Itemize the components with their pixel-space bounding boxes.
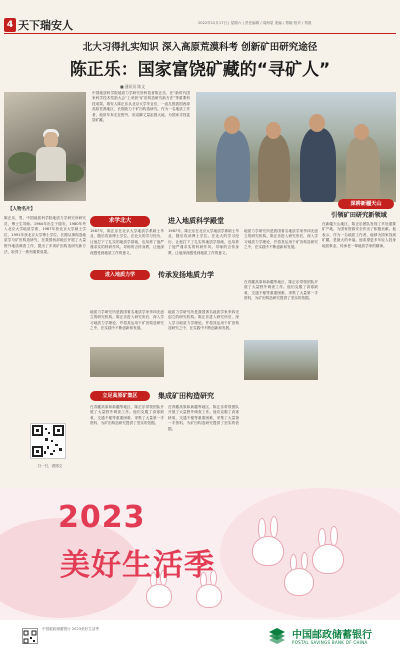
- portrait-photo: [4, 92, 86, 201]
- section-2-title: 传承发扬地质力学: [158, 271, 214, 279]
- section-1-pill: 求学北大: [90, 216, 150, 227]
- article-headline: 陈正乐：国家富饶矿藏的“寻矿人”: [69, 60, 331, 80]
- article-intro: 中国地质科学院地质力学研究所科技者陈正乐，在“新时代国家科学技术奖励大会”上荣获“矿田构造研究新方法”等重要科技成果。瑞安人陈正乐从北京大学毕业后，一直扎根我国西部高原荒漠地区，长期致力于矿田构造研究。作为一名地质工作者，他常年奔走在野外，用双脚丈量祖国大地，为国家寻找富饶矿藏。: [92, 91, 190, 123]
- ad-qr-code[interactable]: [22, 628, 38, 644]
- section-4-title: 引领矿田研究新领域: [331, 212, 387, 219]
- section-title: 天下瑞安人: [18, 19, 73, 32]
- section-1-text-b: 1987年，陈正乐在北京大学地质学系硕士毕业，随后攻读博士学位。在北大的学习经历，让他打下了扎实的地质学基础，也培养了他严谨求实的科研作风。导师的言传身教，让他深深感受到地质工作的意义。: [168, 229, 239, 255]
- ad-fine-print: 中国邮政储蓄银行 2023美好生活季: [42, 627, 100, 631]
- section-4-text: 在新疆天山地区，陈正乐团队发现了多处重要矿产地，为国家资源安全作出了积极贡献。他表示，作为一名地质工作者，能够为国家找到矿藏，是最大的幸福。他希望更多年轻人投身地质事业，传承老一辈地质学家的精神。: [322, 222, 396, 248]
- page-header: [0, 0, 400, 34]
- bank-logo-icon: [266, 626, 288, 648]
- profile-card-title: 【人物名片】: [8, 207, 35, 212]
- section-3-text-b: 在青藏高原和新疆等地区，陈正乐带领团队开展了大量野外调查工作。他们克服了高寒缺氧、交通不便等重重困难，采集了大量第一手资料，为矿田构造研究提供了坚实的依据。: [168, 405, 239, 431]
- section-2-pill: 进入地质力学: [90, 270, 150, 280]
- editor-meta: 2022年12月17日 | 星期六 | 责任编辑 / 周海星 美编 / 郑晓 校对 / 郑晨: [198, 21, 312, 25]
- section-2-text-a: 地质力学研究所是我国著名地质学家李四光创立的研究机构。陈正乐进入研究所后，深入学习地质力学理论，并将其运用于矿田构造研究之中，在实践中不断创新和发展。: [90, 310, 164, 331]
- profile-bio: 陈正乐，男，中国地质科学院地质力学研究所研究员，博士生导师。1964年出生于瑞安。1980年考入北京大学地质学系，1987年获北京大学硕士学位，1991年获北京大学博士学位。长期从事构造地质学与矿田构造研究，在我国西部地区开展了大量野外地质调查工作，提出了多项矿田构造研究新方法，取得了一系列重要成果。: [4, 216, 86, 254]
- section-1-text-a: 1987年，陈正乐在北京大学地质学系硕士毕业，随后攻读博士学位。在北大的学习经历，让他打下了扎实的地质学基础，也培养了他严谨求实的科研作风。导师的言传身教，让他深深感受到地质工作的意义。: [90, 229, 164, 255]
- field-team-photo: [196, 92, 396, 202]
- plateau-photo: [244, 340, 318, 380]
- column-3-text-a: 地质力学研究所是我国著名地质学家李四光创立的研究机构。陈正乐进入研究所后，深入学习地质力学理论，并将其运用于矿田构造研究之中，在实践中不断创新和发展。: [244, 229, 318, 250]
- section-3-text-a: 在青藏高原和新疆等地区，陈正乐带领团队开展了大量野外调查工作。他们克服了高寒缺氧、交通不便等重重困难，采集了大量第一手资料，为矿田构造研究提供了坚实的依据。: [90, 405, 164, 426]
- qr-code[interactable]: [30, 423, 66, 459]
- page-number-badge: 4: [4, 18, 16, 32]
- article-subheadline: 北大习得扎实知识 深入高原荒漠科考 创新矿田研究途径: [82, 42, 318, 53]
- section-3-title: 集成矿田构造研究: [158, 392, 214, 400]
- bank-name-cn: 中国邮政储蓄银行: [292, 630, 372, 641]
- section-3-pill: 立足高原矿集区: [90, 391, 150, 401]
- section-4-pill: 深耕新疆天山: [338, 199, 394, 209]
- lab-photo: [90, 347, 164, 377]
- bank-name-en: POSTAL SAVINGS BANK OF CHINA: [292, 640, 368, 645]
- section-1-title: 进入地质科学殿堂: [168, 217, 224, 225]
- ad-slogan: 美好生活季: [60, 548, 215, 583]
- column-3-text-b: 在青藏高原和新疆等地区，陈正乐带领团队开展了大量野外调查工作。他们克服了高寒缺氧、交通不便等重重困难，采集了大量第一手资料，为矿田构造研究提供了坚实的依据。: [244, 280, 318, 301]
- ad-year-title: 2023: [58, 500, 146, 535]
- qr-caption: 扫一扫，看图文: [37, 464, 63, 468]
- header-rule: [4, 33, 396, 34]
- article-byline: ■ 通讯员 陈文: [120, 84, 145, 89]
- section-2-text-b: 地质力学研究所是我国著名地质学家李四光创立的研究机构。陈正乐进入研究所后，深入学习地质力学理论，并将其运用于矿田构造研究之中，在实践中不断创新和发展。: [168, 310, 239, 331]
